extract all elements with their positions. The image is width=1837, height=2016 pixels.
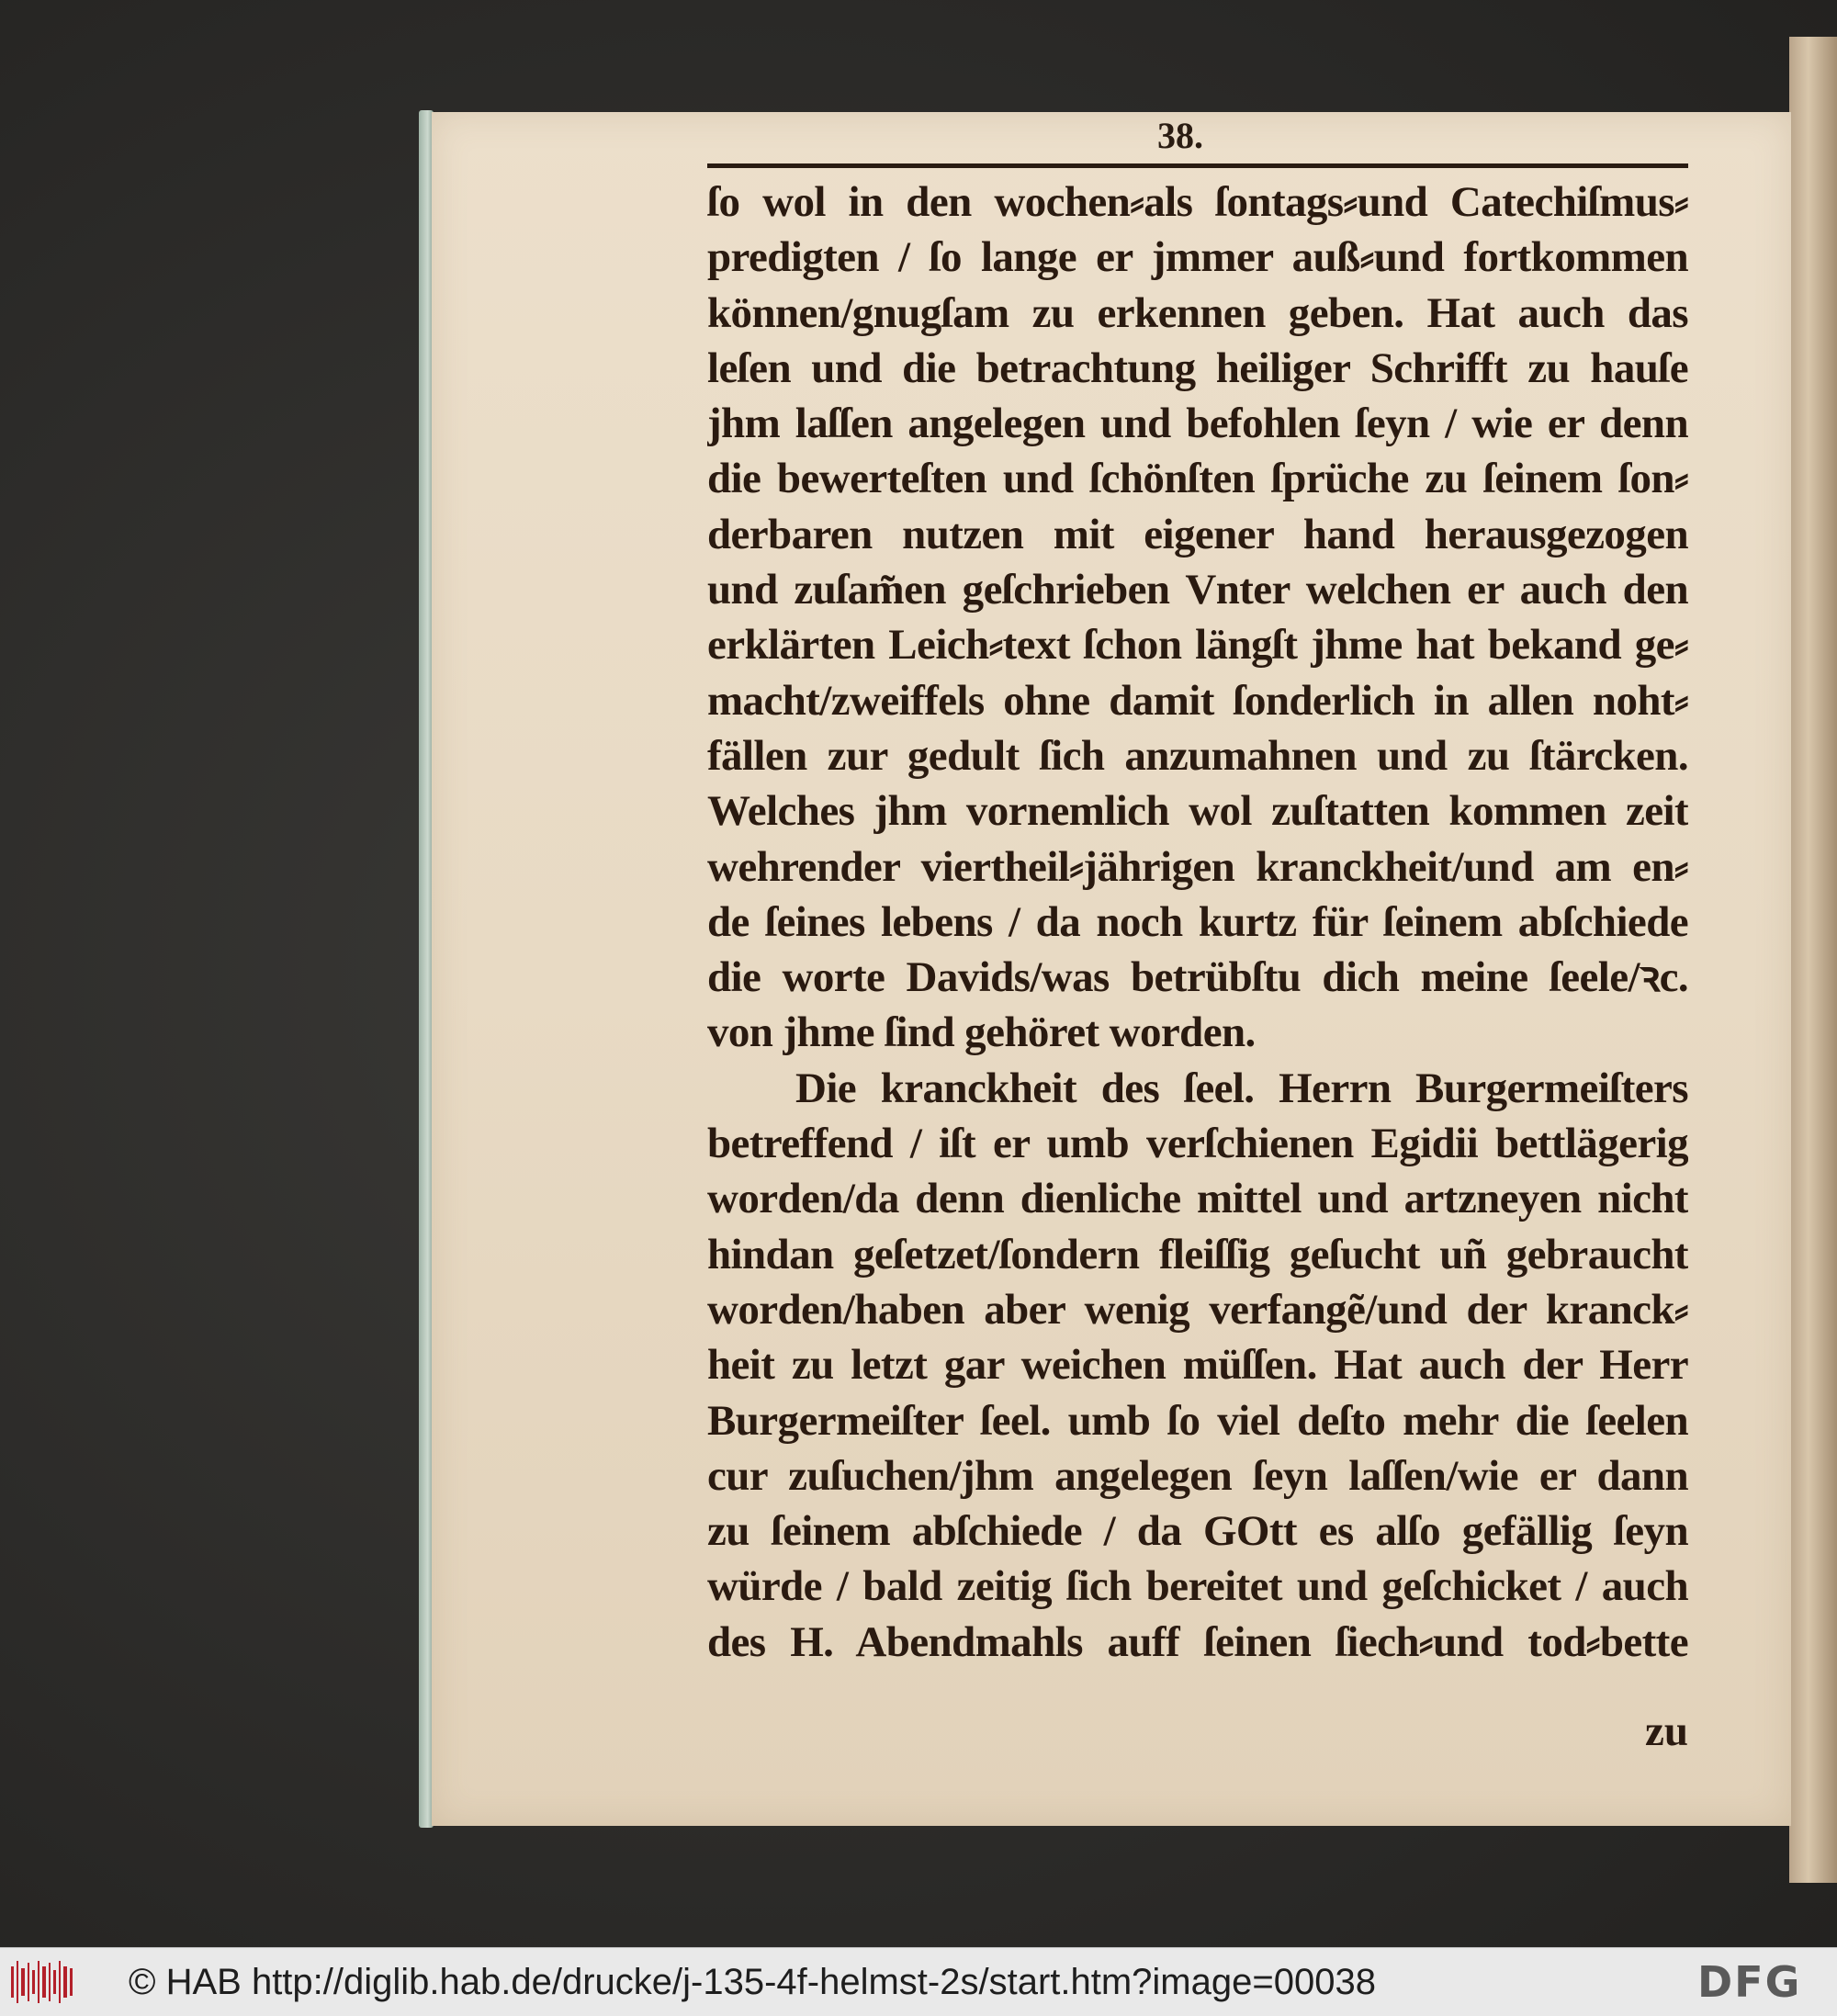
header-rule bbox=[707, 163, 1688, 168]
text-line: fällen zur gedult ſich anzumahnen und zu ſtärcken. bbox=[707, 731, 1688, 780]
text-line: zu ſeinem abſchiede / da GOtt es alſo gefällig ſeyn bbox=[707, 1507, 1688, 1556]
text-line: wehrender viertheil⸗jährigen kranckheit/und am en⸗ bbox=[707, 842, 1688, 891]
hab-barcode-logo-icon bbox=[9, 1959, 77, 2005]
paragraph-start-line: Die kranckheit des ſeel. Herrn Burgermeiſters bbox=[795, 1064, 1688, 1112]
catchword: zu bbox=[1645, 1707, 1688, 1755]
text-line: hindan geſetzet/ſondern fleiſſig geſucht uñ gebraucht bbox=[707, 1230, 1688, 1278]
text-line: die bewerteſten und ſchönſten ſprüche zu ſeinem ſon⸗ bbox=[707, 455, 1688, 503]
text-line: worden/haben aber wenig verfangẽ/und der kranck⸗ bbox=[707, 1285, 1688, 1334]
text-line: worden/da denn dienliche mittel und artzneyen nicht bbox=[707, 1175, 1688, 1223]
page-text bbox=[707, 175, 1688, 1670]
text-line: macht/zweiffels ohne damit ſonderlich in allen noht⸗ bbox=[707, 676, 1688, 725]
text-line: betreffend / iſt er umb verſchienen Egidii bettlägerig bbox=[707, 1120, 1688, 1168]
text-line: cur zuſuchen/jhm angelegen ſeyn laſſen/wie er dann bbox=[707, 1451, 1688, 1500]
text-line: predigten / ſo lange er jmmer auß⸗und fortkommen bbox=[707, 233, 1688, 282]
adjacent-page-edge bbox=[1789, 37, 1837, 1883]
text-line: ſo wol in den wochen⸗als ſontags⸗und Catechiſmus⸗ bbox=[707, 178, 1688, 226]
paragraph-end-line: von jhme ſind gehöret worden. bbox=[707, 1008, 1256, 1057]
text-line: Burgermeiſter ſeel. umb ſo viel deſto mehr die ſeelen bbox=[707, 1396, 1688, 1445]
text-line: erklärten Leich⸗text ſchon längſt jhme hat bekand ge⸗ bbox=[707, 621, 1688, 670]
text-line: de ſeines lebens / da noch kurtz für ſeinem abſchiede bbox=[707, 897, 1688, 946]
page-number: 38. bbox=[1157, 115, 1203, 156]
text-line: jhm laſſen angelegen und befohlen ſeyn / wie er denn bbox=[707, 400, 1688, 448]
text-line: Welches jhm vornemlich wol zuſtatten kommen zeit bbox=[707, 787, 1688, 836]
text-line: die worte Davids/was betrübſtu dich meine ſeele/ꝛc. bbox=[707, 953, 1688, 1002]
text-line: des H. Abendmahls auff ſeinen ſiech⸗und tod⸗bette bbox=[707, 1617, 1688, 1666]
text-line: heit zu letzt gar weichen müſſen. Hat auch der Herr bbox=[707, 1341, 1688, 1390]
text-line: würde / bald zeitig ſich bereitet und geſchicket / auch bbox=[707, 1562, 1688, 1611]
dfg-logo: DFG bbox=[1697, 1957, 1802, 2007]
text-line: leſen und die betrachtung heiliger Schrifft zu hauſe bbox=[707, 344, 1688, 392]
text-line: können/gnugſam zu erkennen geben. Hat auch das bbox=[707, 288, 1688, 337]
text-line: derbaren nutzen mit eigener hand herausgezogen bbox=[707, 510, 1688, 558]
text-line: und zuſam̃en geſchrieben Vnter welchen er auch den bbox=[707, 566, 1688, 614]
footer-bar bbox=[0, 1947, 1837, 2016]
copyright-url-text: © HAB http://diglib.hab.de/drucke/j-135-4f-helmst-2s/start.htm?image=00038 bbox=[129, 1962, 1376, 2002]
